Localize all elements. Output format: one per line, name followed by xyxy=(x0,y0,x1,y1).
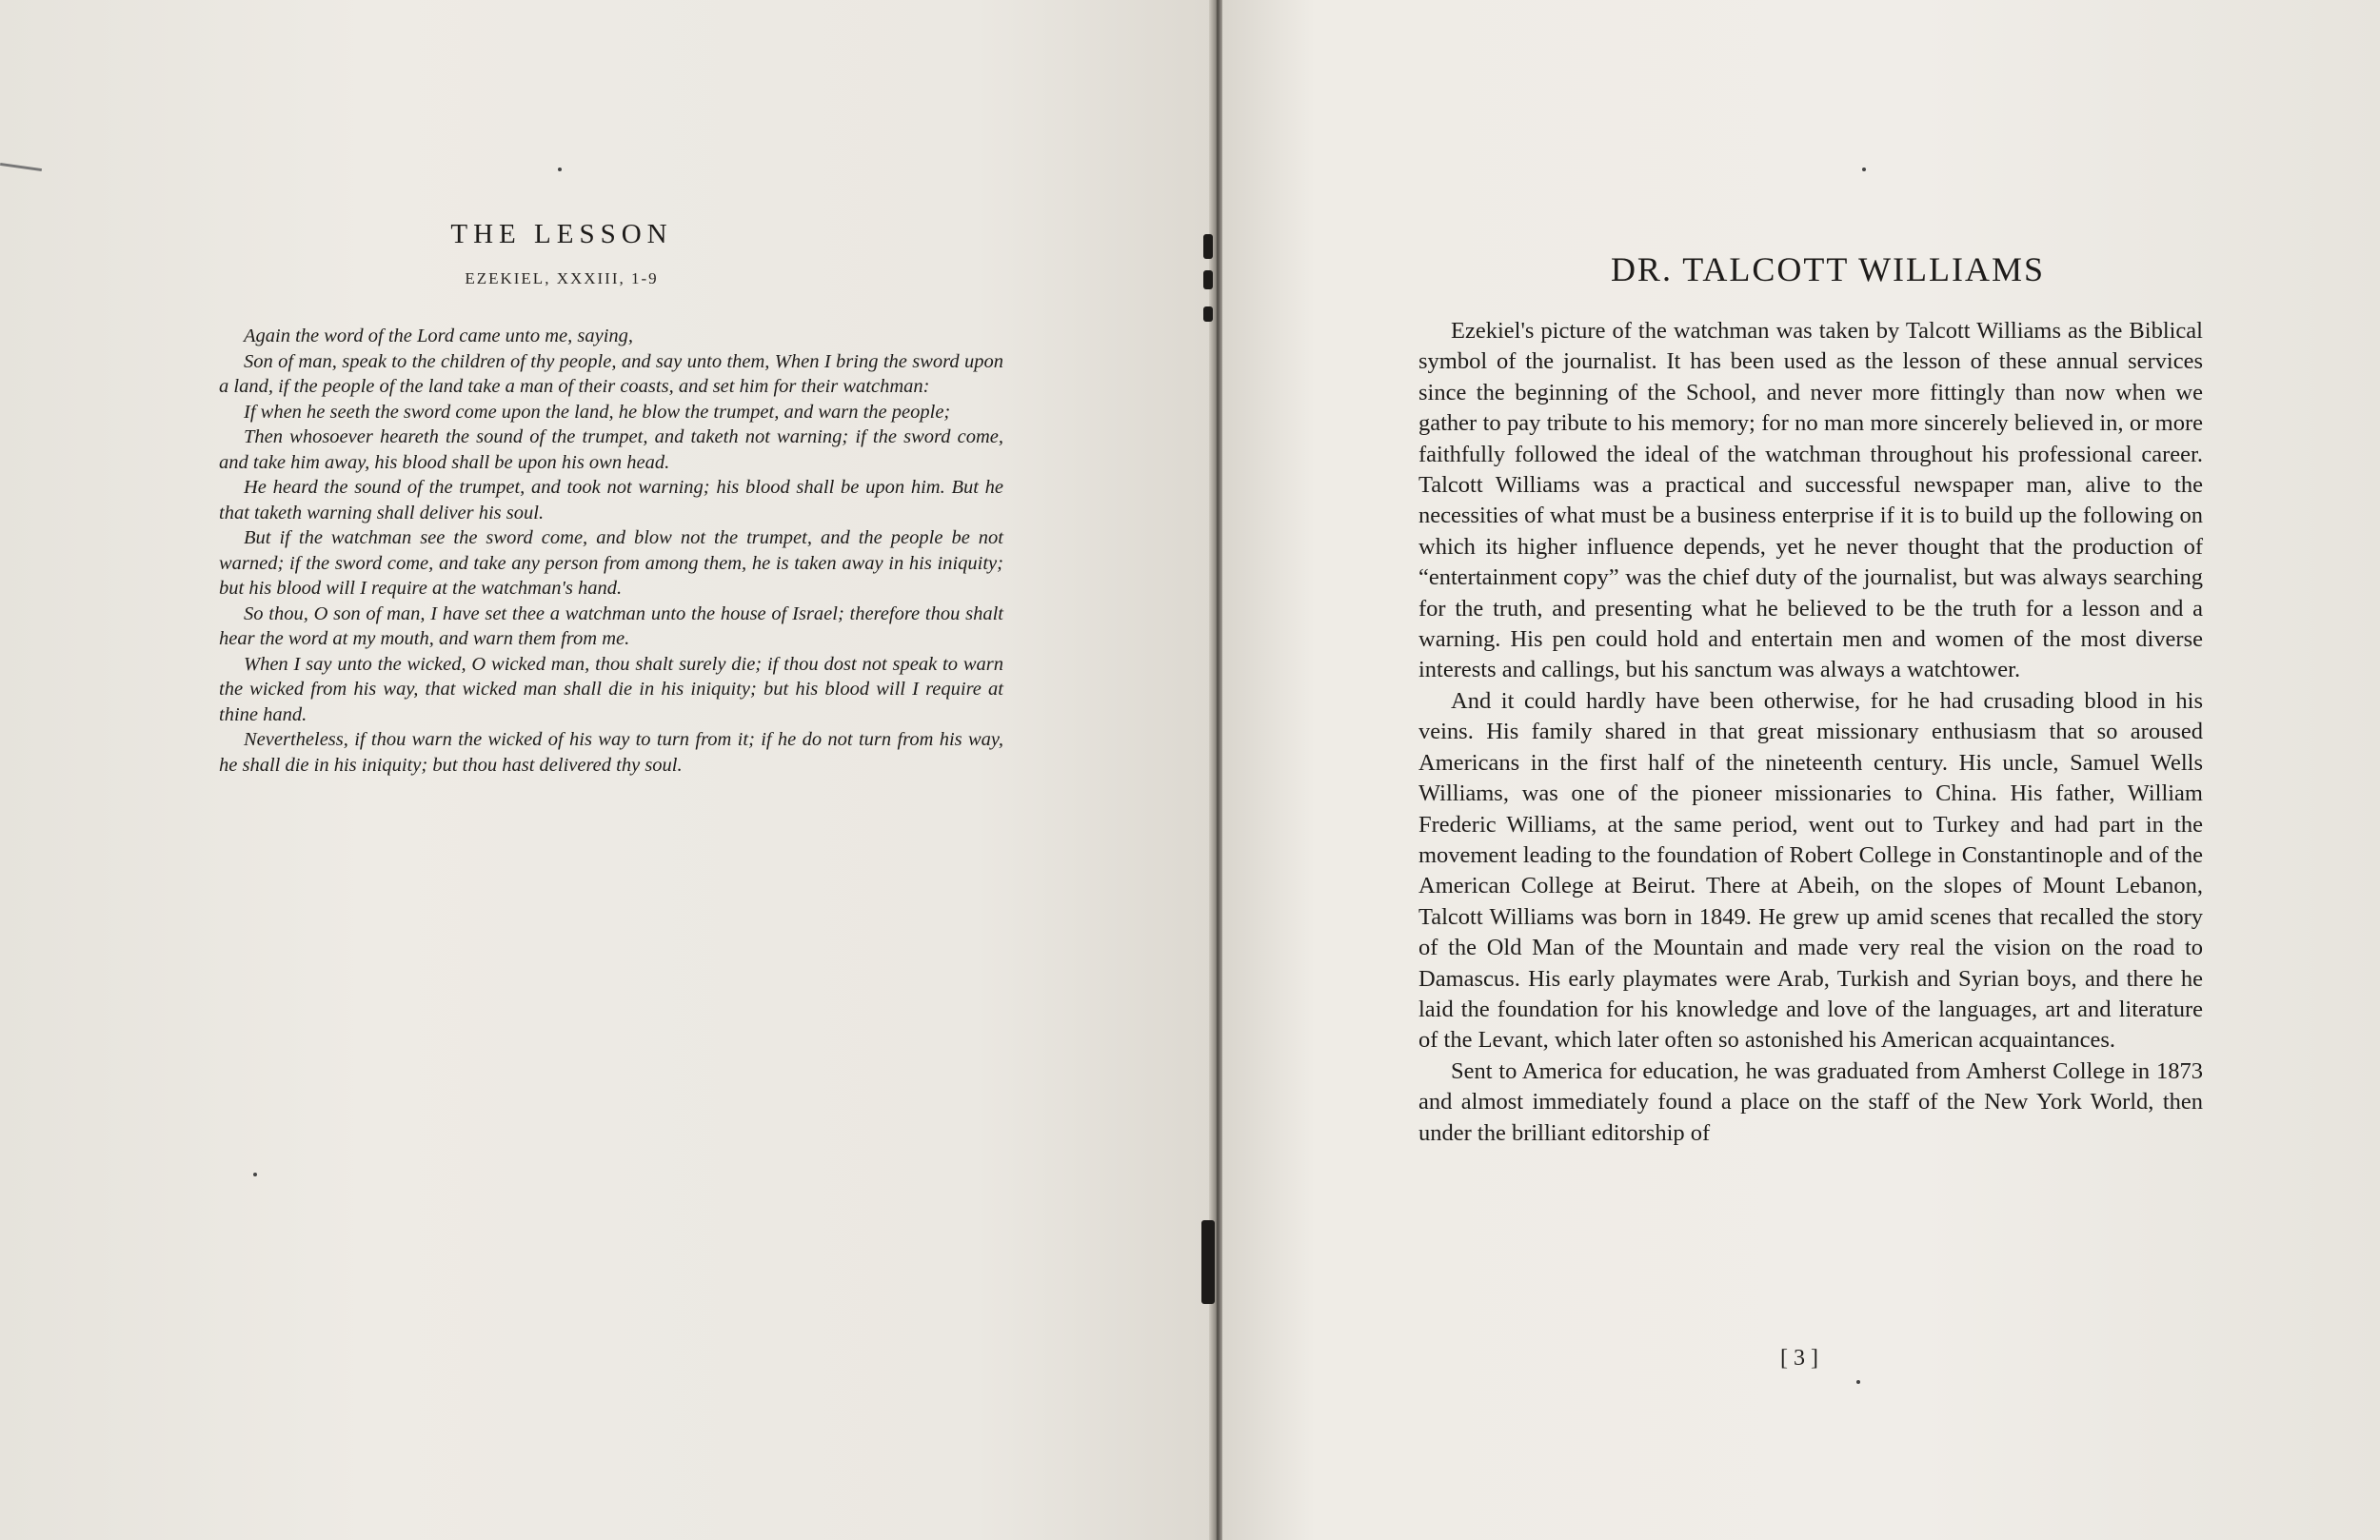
scripture-text xyxy=(219,324,1003,778)
article-text xyxy=(1418,316,2203,1149)
paragraph: And it could hardly have been otherwise, for he had crusading blood in his veins. His family shared in that great missionary enthusiasm that so aroused Americans in the first half of the nineteenth century. His uncle, Samuel Wells Williams, was one of the pioneer missionaries to China. His father, William Frederic Williams, at the same period, went out to Turkey and had part in the movement leading to the foundation of Robert College in Constantinople and of the American College at Beirut. There at Abeih, on the slopes of Mount Lebanon, Talcott Williams was born in 1849. He grew up amid scenes that recalled the story of the Old Man of the Mountain and made very real the vision on the road to Damascus. His early playmates were Arab, Turkish and Syrian boys, and there he laid the foundation for his knowledge and love of the languages, art and literature of the Levant, which later often so astonished his American acquaintances. xyxy=(1418,687,2203,1054)
verse: When I say unto the wicked, O wicked man, thou shalt surely die; if thou dost not speak to warn the wicked from his way, that wicked man shall die in his iniquity; but his blood will I require at thine hand. xyxy=(219,653,1003,725)
ink-speck xyxy=(558,168,562,171)
verse: Nevertheless, if thou warn the wicked of his way to turn from it; if he do not turn from his way, he shall die in his iniquity; but thou hast delivered thy soul. xyxy=(219,729,1003,776)
page-edge-mark xyxy=(0,163,42,171)
binding-thread xyxy=(1203,270,1213,289)
binding-thread xyxy=(1203,234,1213,259)
article-title: DR. TALCOTT WILLIAMS xyxy=(1610,250,2046,288)
ink-speck xyxy=(253,1173,257,1176)
verse: If when he seeth the sword come upon the land, he blow the trumpet, and warn the people; xyxy=(244,401,951,423)
paragraph: Sent to America for education, he was graduated from Amherst College in 1873 and almost immediately found a place on the staff of the New York World, then under the brilliant editorship of xyxy=(1418,1057,2203,1146)
lesson-title: THE LESSON xyxy=(450,219,673,249)
verse: But if the watchman see the sword come, and blow not the trumpet, and the people be not warned; if the sword come, and take any person from among them, he is taken away in his iniquity; but his blood will I require at the watchman's hand. xyxy=(219,527,1003,599)
paragraph: Ezekiel's picture of the watchman was taken by Talcott Williams as the Biblical symbol of the journalist. It has been used as the lesson of these annual services since the beginning of the School, and never more fittingly than now when we gather to pay tribute to his memory; for no man more sincerely believed in, or more faithfully followed the ideal of the watchman throughout his professional career. Talcott Williams was a practical and successful newspaper man, alive to the necessities of what must be a business enterprise if it is to build up the following on which its higher influence depends, yet he never thought that the production of “entertainment copy” was the chief duty of the journalist, but was always searching for the truth, and presenting what he believed to be the truth for a lesson and a warning. His pen could hold and entertain men and women of the most diverse interests and callings, but his sanctum was always a watchtower. xyxy=(1418,318,2203,683)
verse: Again the word of the Lord came unto me, saying, xyxy=(244,326,634,346)
verse: So thou, O son of man, I have set thee a watchman unto the house of Israel; therefore thou shalt hear the word at my mouth, and warn them from me. xyxy=(219,602,1003,649)
binding-thread xyxy=(1201,1220,1215,1304)
ink-speck xyxy=(1862,168,1866,171)
binding-thread xyxy=(1203,306,1213,322)
ink-speck xyxy=(1856,1380,1860,1384)
verse: Then whosoever heareth the sound of the trumpet, and taketh not warning; if the sword come, and take him away, his blood shall be upon his own head. xyxy=(219,426,1003,473)
verse: He heard the sound of the trumpet, and took not warning; his blood shall be upon him. But he that taketh warning shall deliver his soul. xyxy=(219,477,1003,523)
scripture-reference: EZEKIEL, XXXIII, 1-9 xyxy=(465,269,659,287)
verse: Son of man, speak to the children of thy people, and say unto them, When I bring the sword upon a land, if the people of the land take a man of their coasts, and set him for their watchman: xyxy=(219,350,1003,397)
page-number: [ 3 ] xyxy=(1780,1346,1818,1371)
